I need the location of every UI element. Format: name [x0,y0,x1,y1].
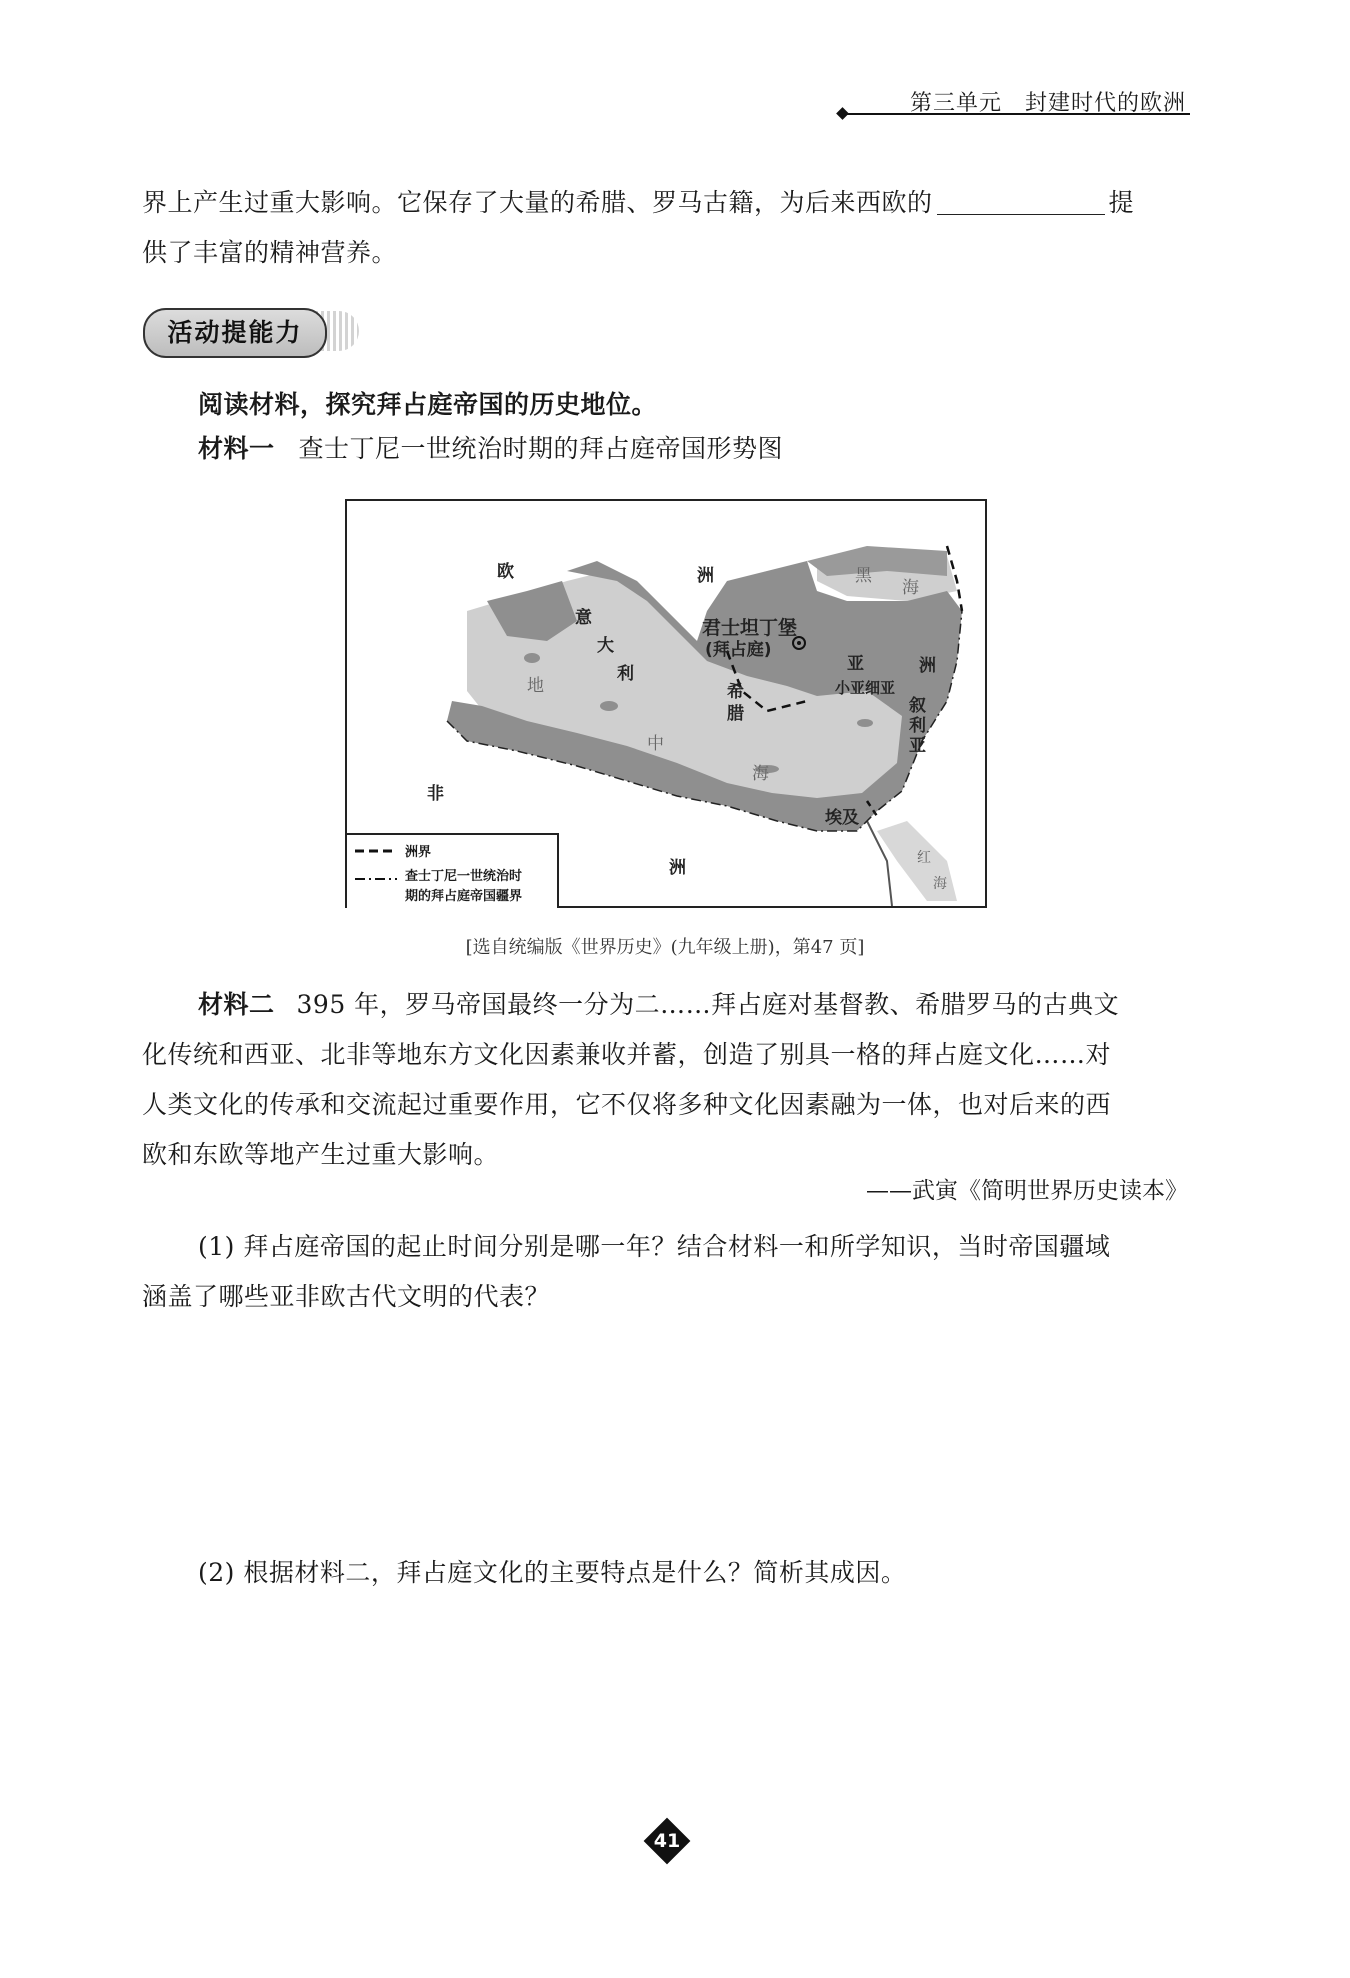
label-africa-2: 洲 [669,858,686,878]
label-greece-1: 希 [727,682,744,702]
label-med-2: 中 [647,734,664,754]
label-africa-1: 非 [427,784,444,804]
material2-label: 材料二 [198,990,275,1019]
task-prompt: 阅读材料，探究拜占庭帝国的历史地位。 [198,390,658,419]
question1-text: (1) 拜占庭帝国的起止时间分别是哪一年？结合材料一和所学知识，当时帝国疆域 [198,1232,1111,1261]
label-med-3: 海 [752,764,769,784]
label-egypt: 埃及 [825,808,859,828]
material2-line-3: 人类文化的传承和交流起过重要作用，它不仅将多种文化因素融为一体，也对后来的西 [142,1090,1112,1119]
material2-line-1 [142,980,1188,1030]
material1-label: 材料一 [198,434,275,463]
label-italy-2: 大 [597,636,614,656]
label-syria-1: 叙 [909,696,926,716]
material1-heading [198,424,1188,474]
page-number-text: 41 [653,1830,681,1852]
page-number [644,1818,690,1864]
intro-text: 界上产生过重大影响。它保存了大量的希腊、罗马古籍，为后来西欧的 [142,188,933,217]
material2-line-2: 化传统和西亚、北非等地东方文化因素兼收并蓄，创造了别具一格的拜占庭文化……对 [142,1040,1112,1069]
label-byzantium: (拜占庭) [705,640,772,660]
question2-text: (2) 根据材料二，拜占庭文化的主要特点是什么？简析其成因。 [198,1558,907,1587]
legend-empire-border-2: 期的拜占庭帝国疆界 [405,889,523,904]
label-black-sea-1: 黑 [855,566,872,586]
map-caption: [选自统编版《世界历史》(九年级上册)，第47 页] [465,937,865,958]
legend-symbols [347,835,407,908]
unit-title: 第三单元 封建时代的欧洲 [909,91,1186,116]
material2-source: ——武寅《简明世界历史读本》 [866,1178,1188,1204]
question1-line-1 [142,1222,1188,1272]
label-syria-2: 利 [909,716,926,736]
legend-continent-border: 洲界 [405,845,432,860]
legend-empire-border-1: 查士丁尼一世统治时 [405,869,523,884]
label-asia-1: 亚 [847,654,864,674]
label-italy-1: 意 [575,608,592,628]
label-europe-2: 洲 [697,566,714,586]
label-black-sea-2: 海 [902,578,919,598]
label-syria-3: 亚 [909,736,926,756]
intro-text-end: 提 [1108,188,1135,217]
question2 [142,1548,1188,1598]
material1-title: 查士丁尼一世统治时期的拜占庭帝国形势图 [298,434,784,463]
label-med-1: 地 [527,676,544,696]
unit-header [838,88,1190,124]
label-red-sea-2: 海 [933,876,947,892]
byzantine-empire-map [345,499,987,908]
label-europe-1: 欧 [497,562,514,582]
label-constantinople: 君士坦丁堡 [702,617,798,639]
section-title: 活动提能力 [143,308,327,358]
label-italy-3: 利 [617,664,634,684]
material2-line-4: 欧和东欧等地产生过重大影响。 [142,1140,500,1169]
question1-line-2: 涵盖了哪些亚非欧古代文明的代表？ [142,1282,551,1311]
map-legend [347,833,559,908]
label-greece-2: 腊 [727,704,744,724]
fill-in-blank[interactable] [937,188,1105,215]
label-asia-minor: 小亚细亚 [835,679,896,697]
intro-line-2: 供了丰富的精神营养。 [142,238,398,267]
section-badge [143,308,359,356]
material2-text-1: 395 年，罗马帝国最终一分为二……拜占庭对基督教、希腊罗马的古典文 [296,990,1120,1019]
intro-line-1 [142,178,1188,228]
label-red-sea-1: 红 [917,850,931,866]
label-asia-2: 洲 [919,656,936,676]
